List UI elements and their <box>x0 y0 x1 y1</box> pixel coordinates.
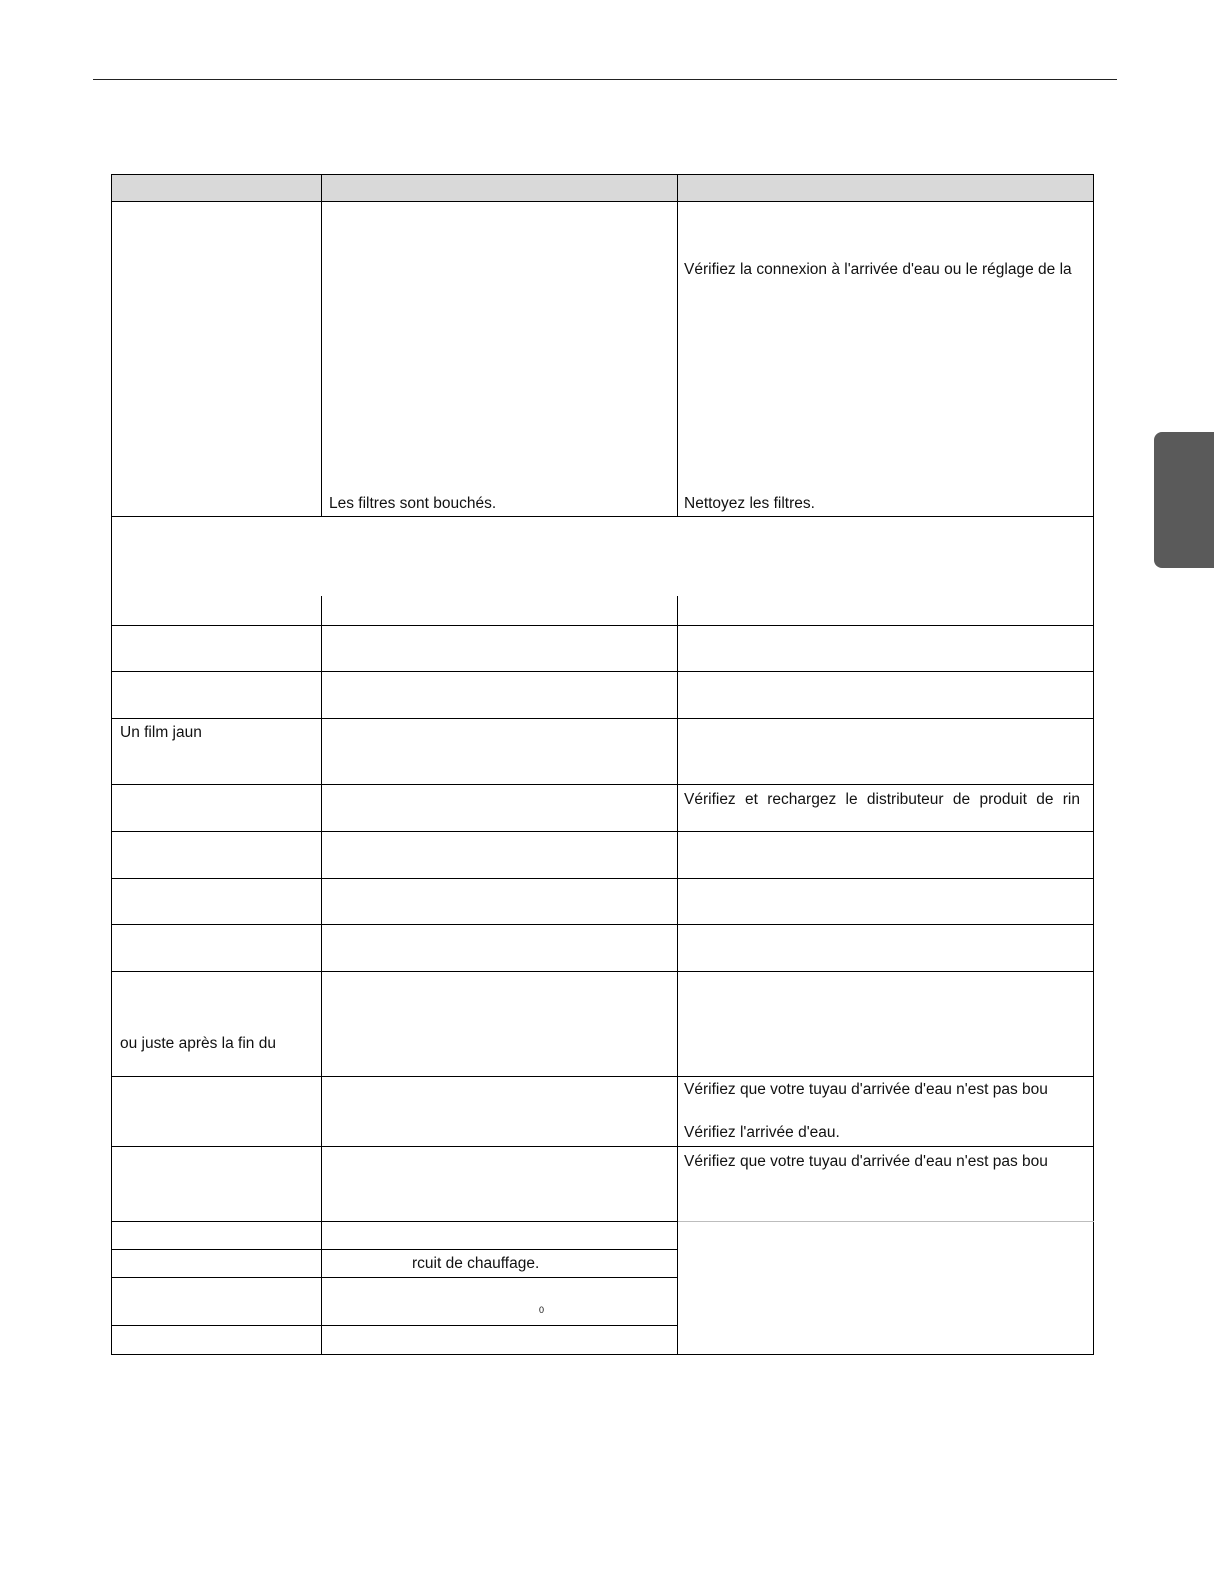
row-divider <box>111 671 1094 672</box>
row-divider <box>111 971 1094 972</box>
chapter-side-tab <box>1154 432 1214 568</box>
r15-cause-sub: 0 <box>539 1305 545 1315</box>
r6-solution-text: Vérifiez et rechargez le distributeur de produit de rin <box>684 791 1080 808</box>
row-divider <box>111 718 1094 719</box>
troubleshooting-table <box>111 174 1094 1355</box>
r10-problem-text: ou juste après la fin du <box>120 1035 276 1052</box>
r1-solution-text-b: Nettoyez les filtres. <box>684 495 815 512</box>
row-divider <box>111 1277 678 1278</box>
row-divider <box>111 516 1094 517</box>
row-divider-light <box>678 1221 1094 1222</box>
row-divider <box>111 1221 678 1222</box>
header-problem <box>112 175 321 201</box>
row-divider <box>111 1146 1094 1147</box>
row-divider <box>111 784 1094 785</box>
table-border-left <box>111 174 112 1355</box>
header-solution <box>678 175 1093 201</box>
column-separator <box>321 596 322 1355</box>
column-separator <box>677 596 678 1355</box>
table-header-row <box>111 174 1094 202</box>
column-separator <box>677 174 678 516</box>
r5-problem-text: Un film jaun <box>120 724 202 741</box>
table-border-right <box>1093 174 1094 1355</box>
r11-solution-text-a: Vérifiez que votre tuyau d'arrivée d'eau n'est pas bou <box>684 1081 1048 1098</box>
r1-solution-text-a: Vérifiez la connexion à l'arrivée d'eau ou le réglage de la <box>684 261 1072 278</box>
row-divider <box>111 1076 1094 1077</box>
r14-cause-text: rcuit de chauffage. <box>412 1255 540 1272</box>
page-top-rule <box>93 79 1117 80</box>
r1-cause-text: Les filtres sont bouchés. <box>329 495 497 512</box>
row-divider <box>111 1249 678 1250</box>
r12-solution-text: Vérifiez que votre tuyau d'arrivée d'eau n'est pas bou <box>684 1153 1048 1170</box>
column-separator <box>321 174 322 516</box>
row-divider <box>111 1325 678 1326</box>
row-divider <box>111 831 1094 832</box>
r11-solution-text-b: Vérifiez l'arrivée d'eau. <box>684 1124 840 1141</box>
header-cause <box>322 175 677 201</box>
row-divider <box>111 625 1094 626</box>
row-divider <box>111 924 1094 925</box>
row-divider <box>111 878 1094 879</box>
table-border-bottom <box>111 1354 1094 1355</box>
